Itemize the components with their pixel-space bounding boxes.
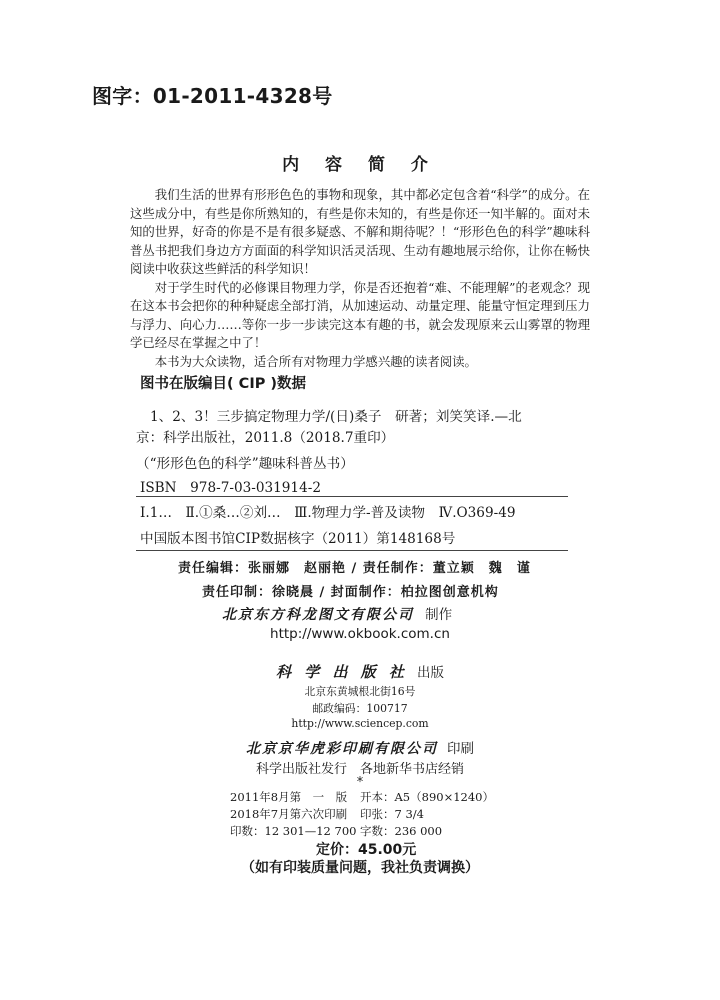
cip-divider — [136, 550, 568, 551]
spec-impression: 2018年7月第六次印刷 — [230, 807, 348, 821]
printer-name: 北京京华虎彩印刷有限公司 — [245, 741, 438, 757]
separator-star: * — [356, 775, 364, 790]
cip-line-series: （“形形色色的科学”趣味科普丛书） — [136, 456, 354, 472]
printer-suffix: 印刷 — [447, 741, 475, 757]
cip-line-isbn: ISBN 978-7-03-031914-2 — [140, 480, 321, 496]
publisher-url: http://www.sciencep.com — [291, 717, 429, 730]
publisher-postcode: 邮政编码：100717 — [312, 702, 408, 715]
cip-line-record-number: 中国版本图书馆CIP数据核字（2011）第148168号 — [140, 531, 456, 547]
cip-line-title: 1、2、3！三步搞定物理力学/(日)桑子 研著；刘笑笑译.—北 — [150, 409, 522, 425]
cip-line-publisher: 京：科学出版社，2011.8（2018.7重印） — [136, 430, 395, 446]
producer-name: 北京东方科龙图文有限公司 — [222, 607, 414, 623]
spec-sheets: 印张：7 3/4 — [360, 807, 424, 821]
quality-notice: （如有印装质量问题，我社负责调换） — [241, 860, 479, 876]
summary-paragraph: 本书为大众读物，适合所有对物理力学感兴趣的读者阅读。 — [154, 353, 477, 369]
publisher-line — [0, 661, 720, 682]
spec-print-run: 印数：12 301—12 700 — [230, 824, 357, 838]
summary-body — [130, 186, 590, 371]
cip-heading: 图书在版编目( CIP )数据 — [140, 376, 307, 392]
registration-number: 图字：01-2011-4328号 — [92, 84, 333, 108]
cip-line-classification: Ⅰ.1… Ⅱ.①桑…②刘… Ⅲ.物理力学-普及读物 Ⅳ.O369-49 — [140, 505, 516, 521]
spec-format: 开本：A5（890×1240） — [360, 790, 494, 804]
summary-paragraph: 我们生活的世界有形形色色的事物和现象，其中都必定包含着“科学”的成分。在这些成分中，有些是你所熟知的，有些是你未知的，有些是你还一知半解的。面对未知的世界，好奇的你是不是有很多疑惑、不解和期待呢？！“形形色色的科学”趣味科普丛书把我们身边方方面面的科学知识活灵活现、生动有趣地展示给你，让你在畅快阅读中收获这些鲜活的科学知识！ — [130, 187, 590, 276]
credits-editors: 责任编辑：张丽娜 赵丽艳 / 责任制作：董立颖 魏 谨 — [178, 561, 531, 576]
credits-production: 责任印制：徐晓晨 / 封面制作：柏拉图创意机构 — [202, 585, 499, 600]
producer-suffix: 制作 — [425, 607, 453, 623]
distribution-line: 科学出版社发行 各地新华书店经销 — [255, 762, 464, 777]
summary-title: 内 容 简 介 — [282, 155, 438, 175]
spec-word-count: 字数：236 000 — [360, 824, 443, 838]
spec-edition: 2011年8月第 一 版 — [230, 790, 348, 804]
cip-divider — [136, 496, 568, 497]
summary-paragraph: 对于学生时代的必修课目物理力学，你是否还抱着“难、不能理解”的老观念？现在这本书会把你的种种疑虑全部打消，从加速运动、动量定理、能量守恒定理到压力与浮力、向心力……等你一步一步读完这本有趣的书，就会发现原来云山雾罩的物理学已经尽在掌握之中了！ — [130, 279, 590, 350]
publisher-name: 科 学 出 版 社 — [276, 663, 408, 681]
producer-line — [222, 603, 452, 624]
producer-url: http://www.okbook.com.cn — [270, 626, 450, 642]
printer-line — [0, 737, 720, 758]
publisher-suffix: 出版 — [416, 665, 444, 681]
publisher-address: 北京东黄城根北街16号 — [304, 685, 416, 698]
price: 定价：45.00元 — [316, 842, 417, 858]
